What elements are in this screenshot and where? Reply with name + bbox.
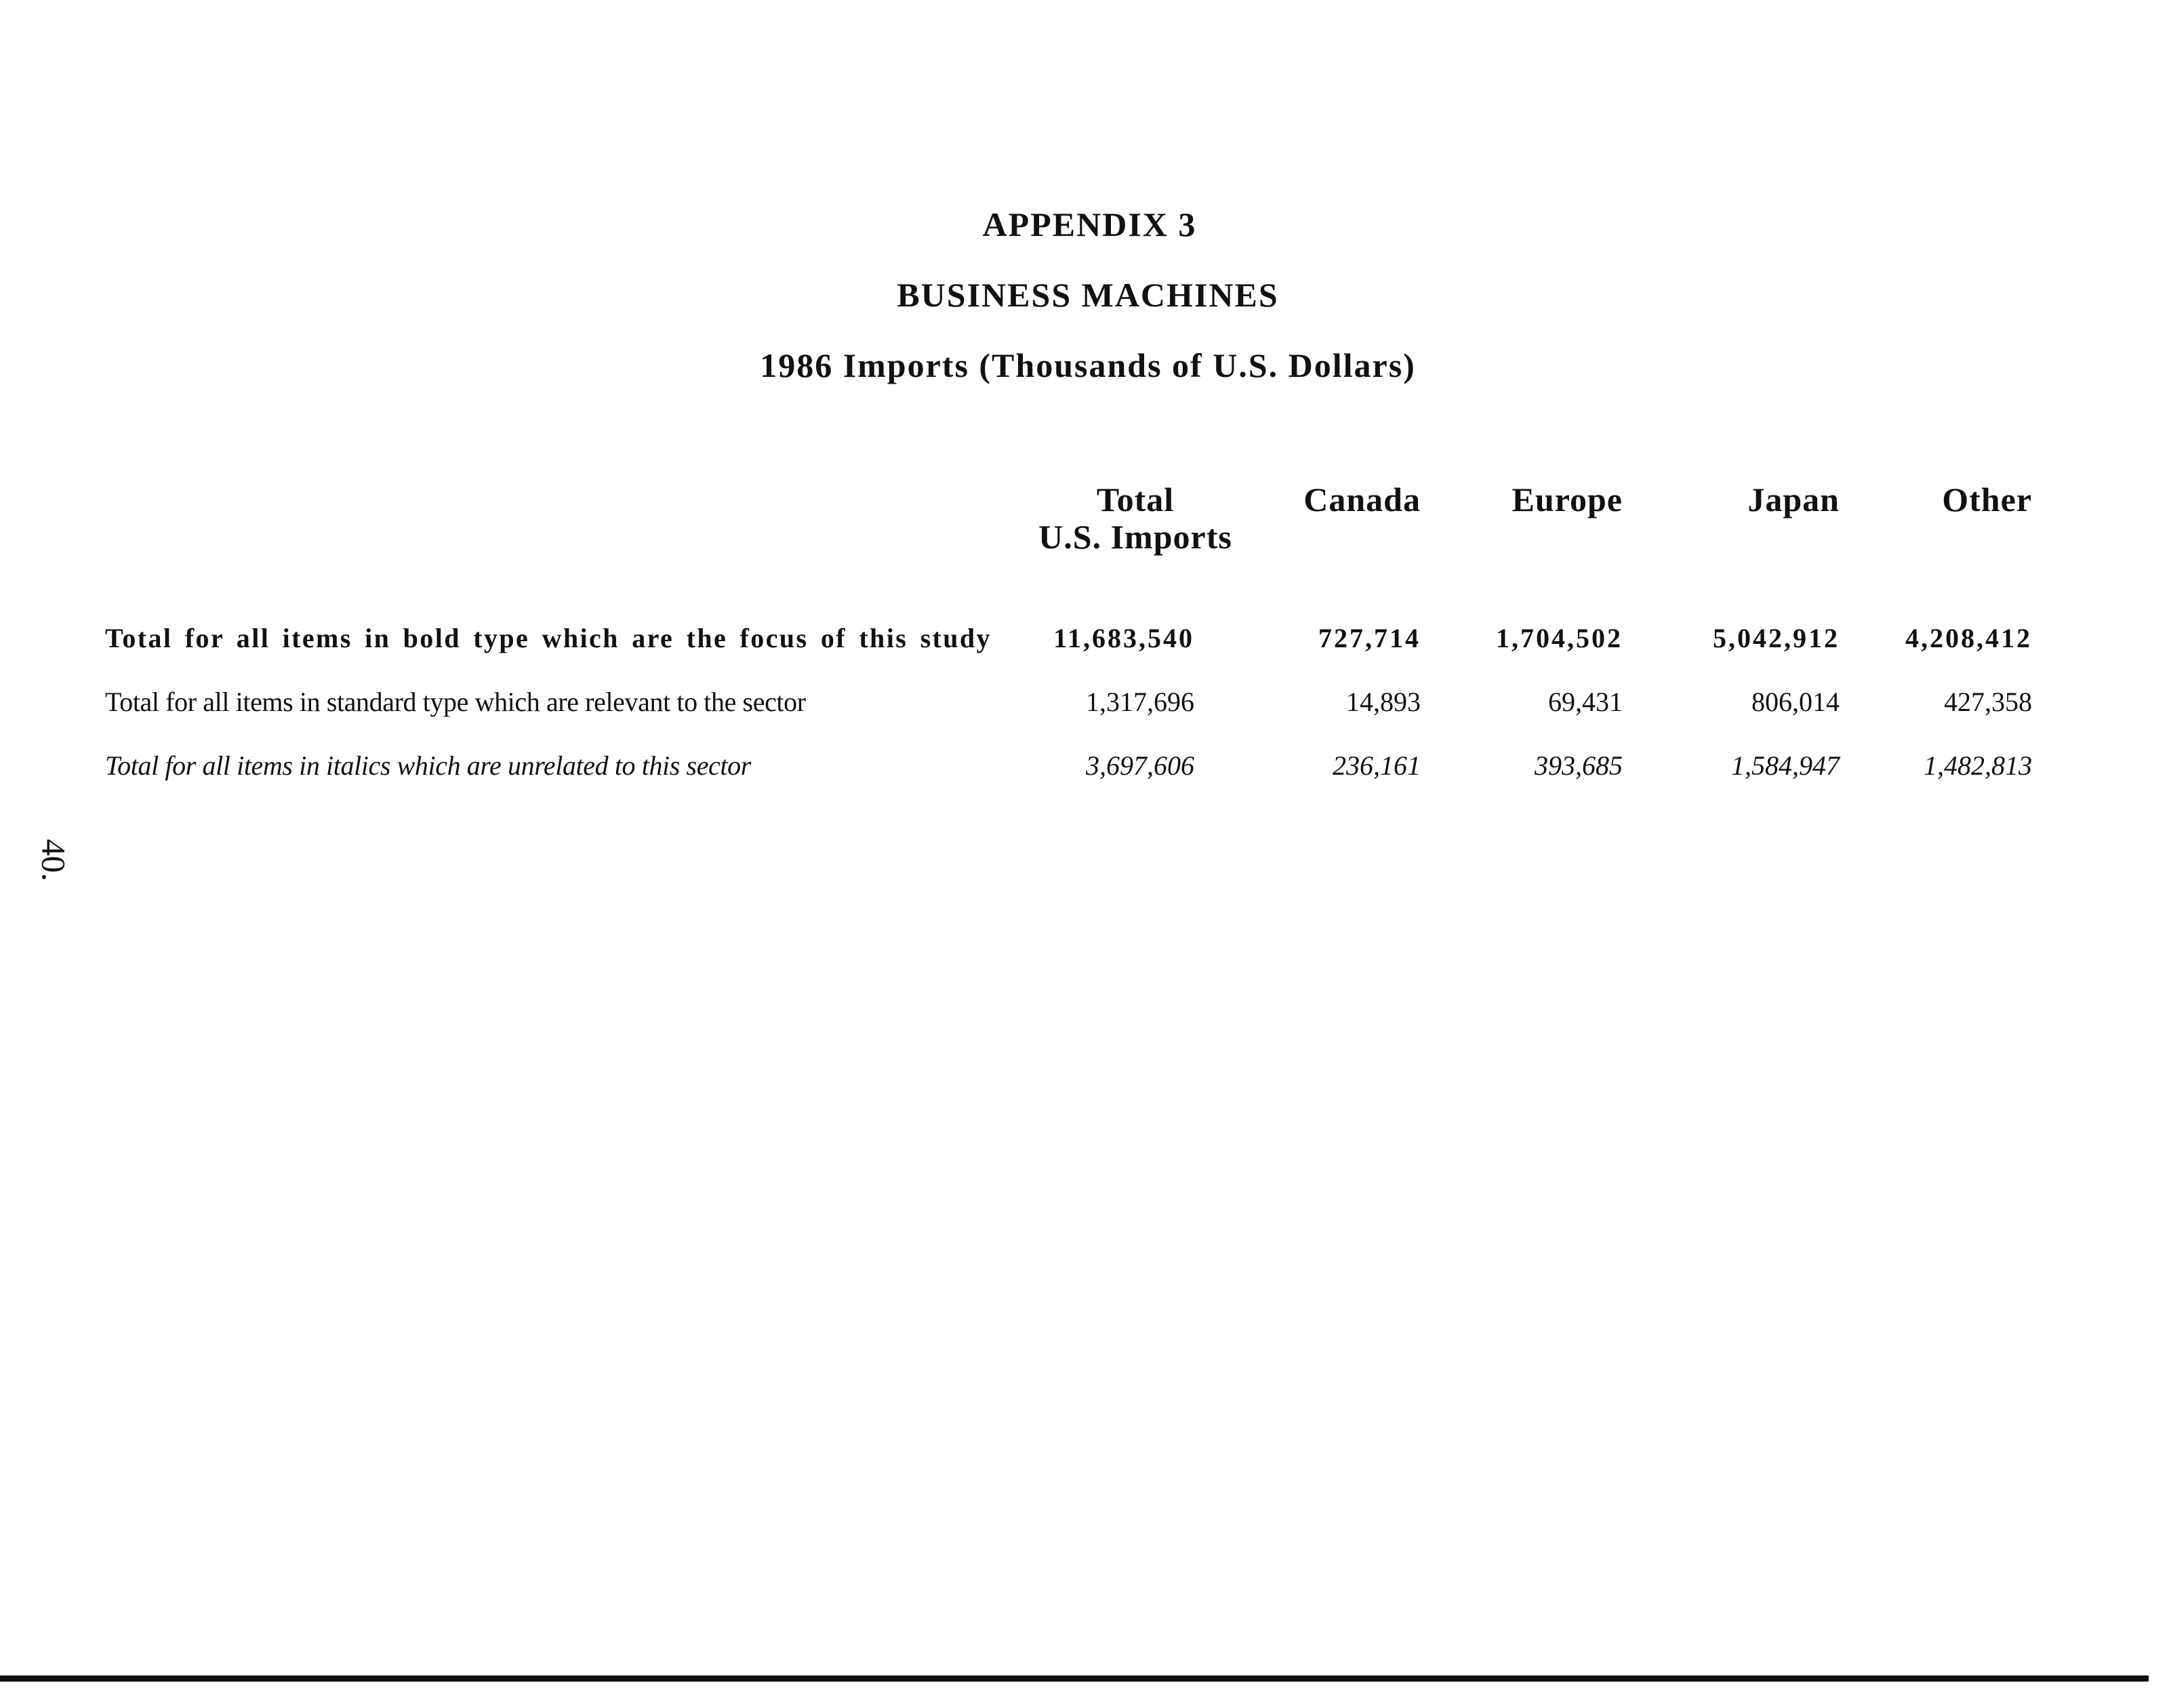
cell-canada: 14,893: [1346, 687, 1421, 717]
cell-canada: 727,714: [1318, 623, 1421, 653]
row-label: Total for all items in standard type which are relevant to the sector: [105, 687, 806, 717]
bottom-rule-divider: [0, 1675, 2149, 1682]
appendix-title: APPENDIX 3: [982, 205, 1197, 243]
page-number: 40.: [35, 838, 73, 882]
cell-japan: 1,584,947: [1731, 750, 1840, 781]
column-header-japan: Japan: [1747, 481, 1840, 518]
table-subtitle: 1986 Imports (Thousands of U.S. Dollars): [760, 346, 1416, 384]
column-header-total-line1: Total: [1096, 481, 1175, 518]
cell-japan: 5,042,912: [1713, 623, 1840, 653]
table-row-standard-items: [0, 686, 2169, 727]
cell-other: 427,358: [1944, 687, 2032, 717]
row-label: Total for all items in bold type which are the focus of this study: [105, 623, 992, 653]
cell-europe: 69,431: [1548, 687, 1623, 717]
table-row-italic-items: [0, 750, 2169, 790]
cell-other: 4,208,412: [1905, 623, 2032, 653]
column-header-canada: Canada: [1303, 481, 1421, 518]
column-header-total-line2: U.S. Imports: [1038, 518, 1232, 556]
row-label: Total for all items in italics which are unrelated to this sector: [105, 750, 751, 781]
cell-europe: 393,685: [1535, 750, 1623, 781]
cell-japan: 806,014: [1751, 687, 1840, 717]
table-row-bold-items: [0, 622, 2169, 663]
column-header-other: Other: [1942, 481, 2032, 518]
column-header-europe: Europe: [1512, 481, 1623, 518]
cell-europe: 1,704,502: [1496, 623, 1623, 653]
subject-title: BUSINESS MACHINES: [897, 276, 1279, 314]
column-header-total-us-imports: [1023, 481, 1247, 556]
cell-total: 11,683,540: [1053, 623, 1194, 653]
cell-total: 3,697,606: [1086, 750, 1194, 781]
cell-canada: 236,161: [1333, 750, 1421, 781]
cell-other: 1,482,813: [1924, 750, 2032, 781]
cell-total: 1,317,696: [1086, 687, 1194, 717]
